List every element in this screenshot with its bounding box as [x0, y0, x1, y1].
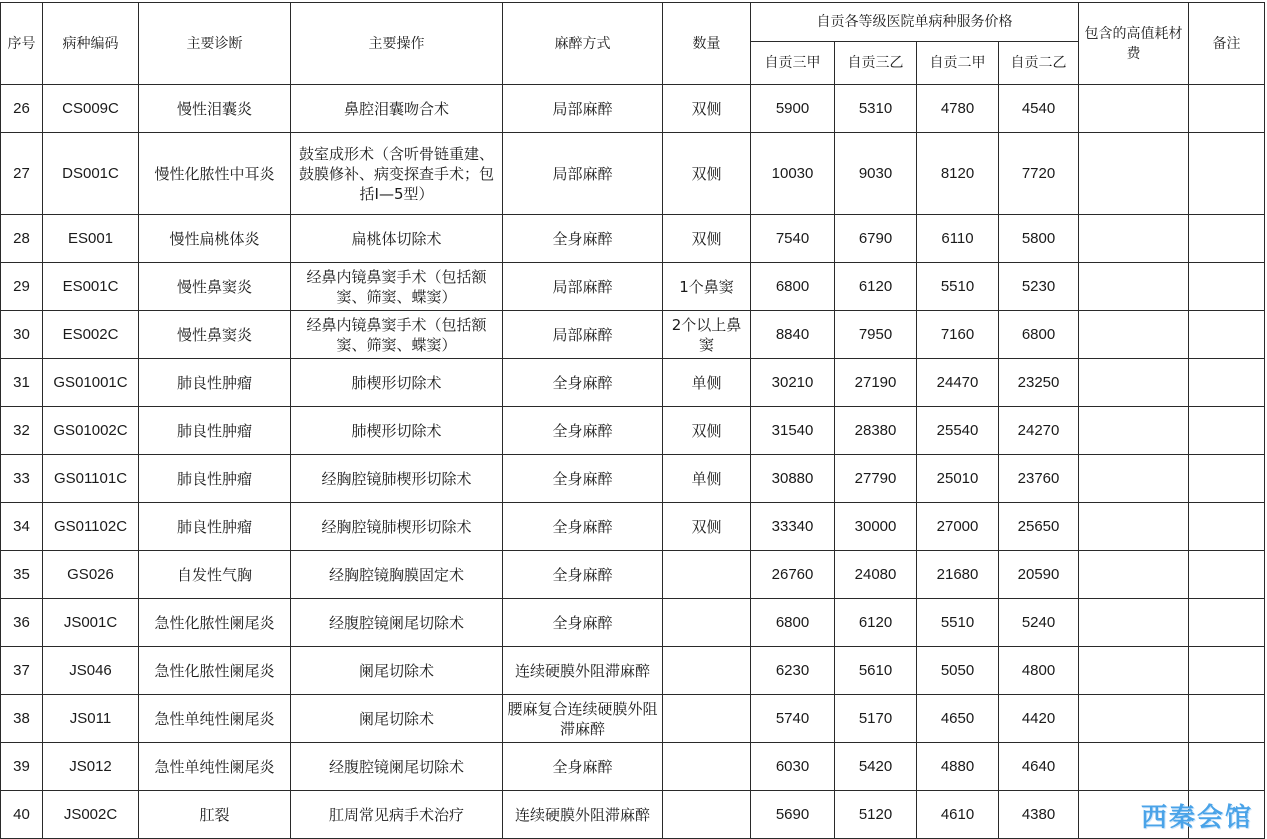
- code-cell: GS01002C: [43, 407, 139, 455]
- price-level-2-cell: 24080: [835, 551, 917, 599]
- consumables-cell: [1079, 85, 1189, 133]
- price-level-3-cell: 8120: [917, 133, 999, 215]
- consumables-cell: [1079, 311, 1189, 359]
- code-cell: JS002C: [43, 791, 139, 839]
- diagnosis-cell: 肛裂: [139, 791, 291, 839]
- price-level-4-cell: 25650: [999, 503, 1079, 551]
- seq-cell: 28: [1, 215, 43, 263]
- seq-cell: 29: [1, 263, 43, 311]
- diagnosis-cell: 急性单纯性阑尾炎: [139, 695, 291, 743]
- remarks-cell: [1189, 407, 1265, 455]
- price-level-3-cell: 25010: [917, 455, 999, 503]
- price-level-1-cell: 6230: [751, 647, 835, 695]
- operation-cell: 鼓室成形术（含听骨链重建、鼓膜修补、病变探查手术；包括I—5型）: [291, 133, 503, 215]
- header-code: 病种编码: [43, 3, 139, 85]
- operation-cell: 肛周常见病手术治疗: [291, 791, 503, 839]
- header-row-1: [1, 3, 1265, 42]
- anesthesia-cell: 腰麻复合连续硬膜外阻滞麻醉: [503, 695, 663, 743]
- header-price-level-1: 自贡三甲: [751, 42, 835, 85]
- code-cell: GS026: [43, 551, 139, 599]
- quantity-cell: 双侧: [663, 133, 751, 215]
- code-cell: GS01102C: [43, 503, 139, 551]
- price-level-2-cell: 27190: [835, 359, 917, 407]
- price-level-2-cell: 9030: [835, 133, 917, 215]
- price-level-2-cell: 6790: [835, 215, 917, 263]
- anesthesia-cell: 全身麻醉: [503, 359, 663, 407]
- anesthesia-cell: 连续硬膜外阻滞麻醉: [503, 791, 663, 839]
- remarks-cell: [1189, 455, 1265, 503]
- price-level-1-cell: 5900: [751, 85, 835, 133]
- remarks-cell: [1189, 791, 1265, 839]
- remarks-cell: [1189, 359, 1265, 407]
- consumables-cell: [1079, 743, 1189, 791]
- anesthesia-cell: 全身麻醉: [503, 551, 663, 599]
- price-level-3-cell: 5510: [917, 263, 999, 311]
- diagnosis-cell: 慢性化脓性中耳炎: [139, 133, 291, 215]
- header-price-group: 自贡各等级医院单病种服务价格: [751, 3, 1079, 42]
- code-cell: JS011: [43, 695, 139, 743]
- quantity-cell: [663, 695, 751, 743]
- anesthesia-cell: 全身麻醉: [503, 407, 663, 455]
- price-level-1-cell: 6800: [751, 599, 835, 647]
- price-level-2-cell: 27790: [835, 455, 917, 503]
- price-level-1-cell: 7540: [751, 215, 835, 263]
- consumables-cell: [1079, 263, 1189, 311]
- price-level-1-cell: 5740: [751, 695, 835, 743]
- price-level-2-cell: 6120: [835, 599, 917, 647]
- quantity-cell: 双侧: [663, 215, 751, 263]
- remarks-cell: [1189, 695, 1265, 743]
- quantity-cell: 2个以上鼻窦: [663, 311, 751, 359]
- price-level-1-cell: 31540: [751, 407, 835, 455]
- seq-cell: 33: [1, 455, 43, 503]
- diagnosis-cell: 肺良性肿瘤: [139, 407, 291, 455]
- price-level-1-cell: 8840: [751, 311, 835, 359]
- table-row: [1, 551, 1265, 599]
- price-level-4-cell: 4640: [999, 743, 1079, 791]
- price-level-4-cell: 23760: [999, 455, 1079, 503]
- code-cell: ES001: [43, 215, 139, 263]
- quantity-cell: 1个鼻窦: [663, 263, 751, 311]
- price-level-3-cell: 6110: [917, 215, 999, 263]
- seq-cell: 27: [1, 133, 43, 215]
- quantity-cell: [663, 647, 751, 695]
- quantity-cell: [663, 599, 751, 647]
- header-consumables: 包含的高值耗材费: [1079, 3, 1189, 85]
- diagnosis-cell: 肺良性肿瘤: [139, 503, 291, 551]
- quantity-cell: 双侧: [663, 407, 751, 455]
- code-cell: JS001C: [43, 599, 139, 647]
- price-level-4-cell: 23250: [999, 359, 1079, 407]
- consumables-cell: [1079, 695, 1189, 743]
- header-operation: 主要操作: [291, 3, 503, 85]
- anesthesia-cell: 局部麻醉: [503, 263, 663, 311]
- header-price-level-4: 自贡二乙: [999, 42, 1079, 85]
- quantity-cell: 双侧: [663, 85, 751, 133]
- price-level-4-cell: 5240: [999, 599, 1079, 647]
- consumables-cell: [1079, 359, 1189, 407]
- anesthesia-cell: 全身麻醉: [503, 743, 663, 791]
- price-level-4-cell: 4540: [999, 85, 1079, 133]
- header-diagnosis: 主要诊断: [139, 3, 291, 85]
- consumables-cell: [1079, 551, 1189, 599]
- price-level-2-cell: 5610: [835, 647, 917, 695]
- price-level-3-cell: 4610: [917, 791, 999, 839]
- operation-cell: 肺楔形切除术: [291, 407, 503, 455]
- price-level-3-cell: 25540: [917, 407, 999, 455]
- diagnosis-cell: 慢性扁桃体炎: [139, 215, 291, 263]
- code-cell: JS046: [43, 647, 139, 695]
- price-level-4-cell: 5800: [999, 215, 1079, 263]
- remarks-cell: [1189, 551, 1265, 599]
- price-level-1-cell: 10030: [751, 133, 835, 215]
- table-row: [1, 791, 1265, 839]
- price-level-2-cell: 7950: [835, 311, 917, 359]
- seq-cell: 38: [1, 695, 43, 743]
- price-level-3-cell: 7160: [917, 311, 999, 359]
- quantity-cell: 双侧: [663, 503, 751, 551]
- remarks-cell: [1189, 133, 1265, 215]
- consumables-cell: [1079, 791, 1189, 839]
- price-level-3-cell: 5510: [917, 599, 999, 647]
- seq-cell: 39: [1, 743, 43, 791]
- consumables-cell: [1079, 215, 1189, 263]
- price-level-4-cell: 4800: [999, 647, 1079, 695]
- quantity-cell: [663, 551, 751, 599]
- operation-cell: 经胸腔镜肺楔形切除术: [291, 455, 503, 503]
- operation-cell: 肺楔形切除术: [291, 359, 503, 407]
- price-level-3-cell: 5050: [917, 647, 999, 695]
- price-level-4-cell: 5230: [999, 263, 1079, 311]
- operation-cell: 扁桃体切除术: [291, 215, 503, 263]
- seq-cell: 35: [1, 551, 43, 599]
- remarks-cell: [1189, 743, 1265, 791]
- price-level-4-cell: 24270: [999, 407, 1079, 455]
- price-level-1-cell: 30880: [751, 455, 835, 503]
- price-level-1-cell: 33340: [751, 503, 835, 551]
- seq-cell: 37: [1, 647, 43, 695]
- operation-cell: 经鼻内镜鼻窦手术（包括额窦、筛窦、蝶窦）: [291, 263, 503, 311]
- operation-cell: 经鼻内镜鼻窦手术（包括额窦、筛窦、蝶窦）: [291, 311, 503, 359]
- code-cell: ES002C: [43, 311, 139, 359]
- anesthesia-cell: 全身麻醉: [503, 503, 663, 551]
- diagnosis-cell: 急性化脓性阑尾炎: [139, 599, 291, 647]
- diagnosis-cell: 肺良性肿瘤: [139, 455, 291, 503]
- consumables-cell: [1079, 503, 1189, 551]
- remarks-cell: [1189, 85, 1265, 133]
- price-level-2-cell: 5120: [835, 791, 917, 839]
- table-row: [1, 359, 1265, 407]
- diagnosis-cell: 慢性泪囊炎: [139, 85, 291, 133]
- quantity-cell: [663, 791, 751, 839]
- consumables-cell: [1079, 647, 1189, 695]
- table-row: [1, 407, 1265, 455]
- anesthesia-cell: 全身麻醉: [503, 599, 663, 647]
- price-level-3-cell: 24470: [917, 359, 999, 407]
- price-level-3-cell: 27000: [917, 503, 999, 551]
- header-price-level-2: 自贡三乙: [835, 42, 917, 85]
- price-level-2-cell: 5170: [835, 695, 917, 743]
- seq-cell: 30: [1, 311, 43, 359]
- table-row: [1, 311, 1265, 359]
- remarks-cell: [1189, 215, 1265, 263]
- diagnosis-cell: 自发性气胸: [139, 551, 291, 599]
- table-row: [1, 455, 1265, 503]
- price-table: [0, 2, 1265, 839]
- operation-cell: 经腹腔镜阑尾切除术: [291, 599, 503, 647]
- quantity-cell: 单侧: [663, 359, 751, 407]
- price-level-2-cell: 5310: [835, 85, 917, 133]
- remarks-cell: [1189, 599, 1265, 647]
- price-level-4-cell: 20590: [999, 551, 1079, 599]
- diagnosis-cell: 急性单纯性阑尾炎: [139, 743, 291, 791]
- price-level-1-cell: 30210: [751, 359, 835, 407]
- seq-cell: 40: [1, 791, 43, 839]
- quantity-cell: [663, 743, 751, 791]
- remarks-cell: [1189, 503, 1265, 551]
- diagnosis-cell: 慢性鼻窦炎: [139, 311, 291, 359]
- diagnosis-cell: 急性化脓性阑尾炎: [139, 647, 291, 695]
- code-cell: GS01101C: [43, 455, 139, 503]
- price-level-4-cell: 4420: [999, 695, 1079, 743]
- price-level-1-cell: 6800: [751, 263, 835, 311]
- table-row: [1, 599, 1265, 647]
- diagnosis-cell: 慢性鼻窦炎: [139, 263, 291, 311]
- operation-cell: 经腹腔镜阑尾切除术: [291, 743, 503, 791]
- anesthesia-cell: 局部麻醉: [503, 133, 663, 215]
- operation-cell: 经胸腔镜肺楔形切除术: [291, 503, 503, 551]
- table-row: [1, 85, 1265, 133]
- price-level-1-cell: 5690: [751, 791, 835, 839]
- anesthesia-cell: 局部麻醉: [503, 85, 663, 133]
- remarks-cell: [1189, 311, 1265, 359]
- header-remarks: 备注: [1189, 3, 1265, 85]
- consumables-cell: [1079, 599, 1189, 647]
- table-row: [1, 133, 1265, 215]
- price-level-3-cell: 4780: [917, 85, 999, 133]
- remarks-cell: [1189, 263, 1265, 311]
- price-level-1-cell: 6030: [751, 743, 835, 791]
- header-anesthesia: 麻醉方式: [503, 3, 663, 85]
- price-level-2-cell: 30000: [835, 503, 917, 551]
- code-cell: ES001C: [43, 263, 139, 311]
- price-level-3-cell: 4650: [917, 695, 999, 743]
- price-level-3-cell: 4880: [917, 743, 999, 791]
- seq-cell: 31: [1, 359, 43, 407]
- price-level-3-cell: 21680: [917, 551, 999, 599]
- table-row: [1, 695, 1265, 743]
- price-level-1-cell: 26760: [751, 551, 835, 599]
- table-row: [1, 503, 1265, 551]
- header-quantity: 数量: [663, 3, 751, 85]
- table-row: [1, 743, 1265, 791]
- header-price-level-3: 自贡二甲: [917, 42, 999, 85]
- code-cell: JS012: [43, 743, 139, 791]
- diagnosis-cell: 肺良性肿瘤: [139, 359, 291, 407]
- consumables-cell: [1079, 133, 1189, 215]
- seq-cell: 26: [1, 85, 43, 133]
- quantity-cell: 单侧: [663, 455, 751, 503]
- anesthesia-cell: 全身麻醉: [503, 455, 663, 503]
- price-level-2-cell: 28380: [835, 407, 917, 455]
- price-level-4-cell: 4380: [999, 791, 1079, 839]
- table-row: [1, 215, 1265, 263]
- code-cell: CS009C: [43, 85, 139, 133]
- anesthesia-cell: 全身麻醉: [503, 215, 663, 263]
- operation-cell: 阑尾切除术: [291, 647, 503, 695]
- consumables-cell: [1079, 407, 1189, 455]
- remarks-cell: [1189, 647, 1265, 695]
- price-level-2-cell: 5420: [835, 743, 917, 791]
- seq-cell: 36: [1, 599, 43, 647]
- price-level-4-cell: 6800: [999, 311, 1079, 359]
- seq-cell: 32: [1, 407, 43, 455]
- table-body: [1, 85, 1265, 839]
- header-seq: 序号: [1, 3, 43, 85]
- table-row: [1, 647, 1265, 695]
- price-level-4-cell: 7720: [999, 133, 1079, 215]
- price-level-2-cell: 6120: [835, 263, 917, 311]
- table-row: [1, 263, 1265, 311]
- watermark-logo: 西秦会馆: [1140, 803, 1253, 833]
- anesthesia-cell: 局部麻醉: [503, 311, 663, 359]
- anesthesia-cell: 连续硬膜外阻滞麻醉: [503, 647, 663, 695]
- code-cell: DS001C: [43, 133, 139, 215]
- seq-cell: 34: [1, 503, 43, 551]
- consumables-cell: [1079, 455, 1189, 503]
- operation-cell: 鼻腔泪囊吻合术: [291, 85, 503, 133]
- operation-cell: 经胸腔镜胸膜固定术: [291, 551, 503, 599]
- operation-cell: 阑尾切除术: [291, 695, 503, 743]
- code-cell: GS01001C: [43, 359, 139, 407]
